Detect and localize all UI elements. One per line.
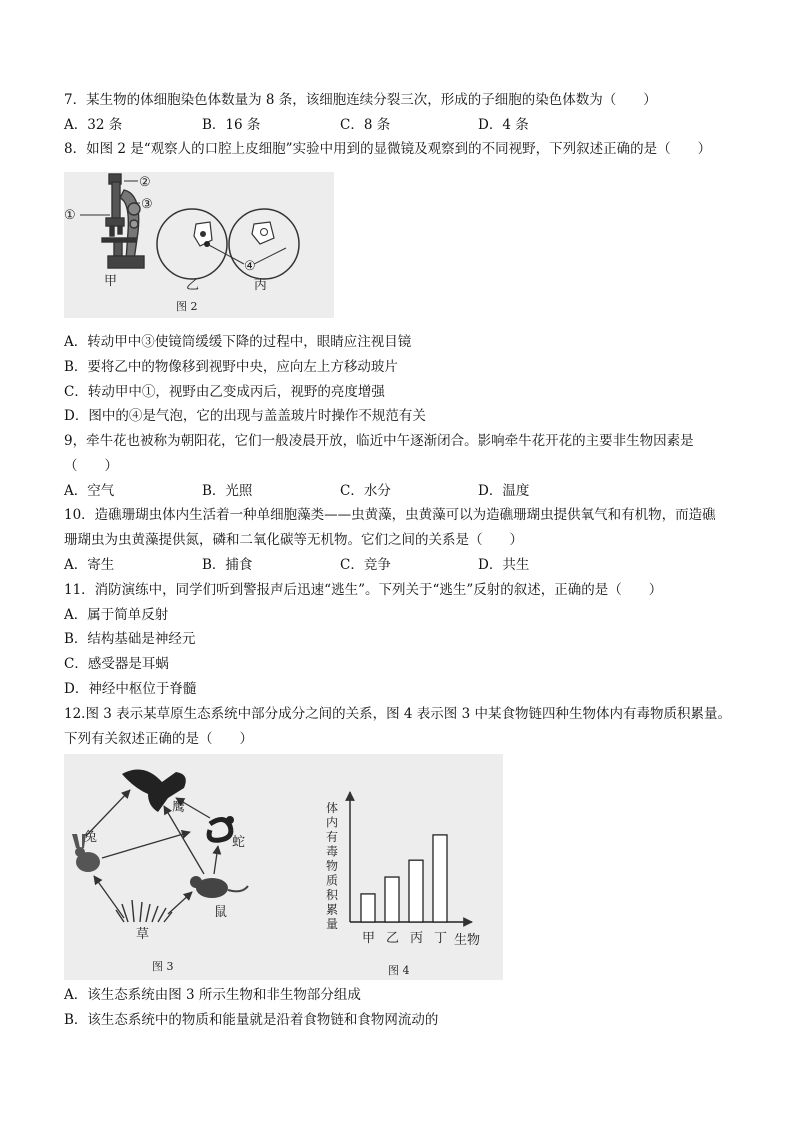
label-eagle: 鹰 — [172, 800, 186, 815]
bar-3 — [409, 860, 423, 922]
q8-option-b[interactable]: B．要将乙中的物像移到视野中央，应向左上方移动玻片 — [64, 359, 398, 375]
microscope-figure — [64, 172, 334, 318]
marker-1: ① — [64, 208, 76, 223]
x-axis-label: 生物 — [454, 933, 481, 948]
x-tick-label: 丁 — [434, 931, 448, 946]
y-axis-label-char: 累 — [326, 902, 339, 917]
figure-3-caption: 图 3 — [152, 960, 174, 973]
q10-option-c[interactable]: C．竞争 — [340, 557, 391, 573]
x-tick-label: 丙 — [410, 931, 424, 946]
y-axis-label-char: 质 — [326, 873, 339, 888]
microscope-icon — [102, 174, 144, 268]
q10-stem-line1: 10．造礁珊瑚虫体内生活着一种单细胞藻类——虫黄藻，虫黄藻可以为造礁珊瑚虫提供氧气和有机物，而造礁 — [64, 507, 716, 523]
q10-option-a[interactable]: A．寄生 — [64, 557, 115, 573]
y-axis-label-char: 内 — [326, 815, 339, 830]
bar-1 — [361, 894, 375, 922]
q9-option-a[interactable]: A．空气 — [64, 483, 115, 499]
marker-2: ② — [139, 175, 151, 190]
figure-4-chart — [326, 792, 480, 977]
q12-option-b[interactable]: B．该生态系统中的物质和能量就是沿着食物链和食物网流动的 — [64, 1012, 439, 1028]
field-of-view-yi — [157, 209, 227, 279]
q8-option-c[interactable]: C．转动甲中①，视野由乙变成丙后，视野的亮度增强 — [64, 384, 385, 400]
q11-option-c[interactable]: C．感受器是耳蜗 — [64, 656, 169, 672]
q9-option-d[interactable]: D．温度 — [478, 483, 530, 499]
q9-option-c[interactable]: C．水分 — [340, 483, 391, 499]
q9-options — [64, 481, 684, 501]
figure-3-food-web — [72, 770, 248, 974]
q9-stem-line1: 9，牵牛花也被称为朝阳花，它们一般凌晨开放，临近中午逐渐闭合。影响牵牛花开花的主要非生物因素是 — [64, 433, 694, 449]
q12-stem-line2: 下列有关叙述正确的是（ ） — [64, 731, 253, 747]
label-yi: 乙 — [186, 278, 200, 293]
q11-option-d[interactable]: D．神经中枢位于脊髓 — [64, 681, 197, 697]
mouse-icon — [190, 876, 248, 898]
y-axis-label-char: 积 — [326, 888, 339, 902]
y-axis-label-char: 毒 — [326, 844, 339, 859]
label-snake: 蛇 — [232, 835, 246, 850]
field-of-view-bing — [229, 209, 299, 279]
snake-icon — [209, 816, 234, 840]
label-mouse: 鼠 — [214, 905, 228, 920]
y-axis-label-char: 量 — [326, 917, 339, 931]
q9-stem-line2: （ ） — [64, 458, 118, 474]
q10-option-b[interactable]: B．捕食 — [202, 557, 253, 573]
y-axis-label-char: 体 — [326, 801, 339, 815]
q8-option-d[interactable]: D．图中的④是气泡，它的出现与盖盖玻片时操作不规范有关 — [64, 408, 426, 424]
label-rabbit: 兔 — [84, 830, 98, 845]
bar-4 — [433, 835, 447, 922]
figure-3-4 — [64, 754, 503, 980]
q9-option-b[interactable]: B．光照 — [202, 483, 253, 499]
bar-2 — [385, 877, 399, 922]
q8-option-a[interactable]: A．转动甲中③使镜筒缓缓下降的过程中，眼睛应注视目镜 — [64, 334, 412, 350]
q7-stem: 7．某生物的体细胞染色体数量为 8 条，该细胞连续分裂三次，形成的子细胞的染色体数为（ ） — [64, 92, 657, 108]
figure-2-caption: 图 2 — [176, 300, 198, 313]
q12-option-a[interactable]: A．该生态系统由图 3 所示生物和非生物部分组成 — [64, 987, 361, 1003]
figure-2 — [64, 172, 334, 318]
q10-options — [64, 555, 684, 575]
q11-option-b[interactable]: B．结构基础是神经元 — [64, 631, 196, 647]
q7-option-a[interactable]: A．32 条 — [64, 117, 123, 133]
q7-options — [64, 115, 684, 135]
q7-option-c[interactable]: C．8 条 — [340, 117, 391, 133]
grass-icon — [116, 900, 172, 922]
q8-stem: 8．如图 2 是“观察人的口腔上皮细胞”实验中用到的显微镜及观察到的不同视野，下列叙述正确的是（ ） — [64, 141, 712, 157]
q10-stem-line2: 珊瑚虫为虫黄藻提供氮，磷和二氧化碳等无机物。它们之间的关系是（ ） — [64, 532, 523, 548]
y-axis-label-char: 物 — [326, 859, 339, 873]
marker-3: ③ — [141, 197, 153, 212]
q12-stem-line1: 12.图 3 表示某草原生态系统中部分成分之间的关系，图 4 表示图 3 中某食物链四种生物体内有毒物质积累量。 — [64, 706, 731, 722]
q11-stem: 11．消防演练中，同学们听到警报声后迅速“逃生”。下列关于“逃生”反射的叙述，正确的是（ ） — [64, 582, 663, 598]
x-tick-label: 甲 — [362, 931, 376, 946]
x-tick-label: 乙 — [386, 931, 400, 946]
label-bing: 丙 — [254, 278, 268, 293]
q7-option-b[interactable]: B．16 条 — [202, 117, 261, 133]
label-grass: 草 — [136, 927, 150, 942]
marker-4: ④ — [244, 259, 256, 274]
label-jia: 甲 — [104, 274, 118, 289]
q7-option-d[interactable]: D．4 条 — [478, 117, 529, 133]
q10-option-d[interactable]: D．共生 — [478, 557, 530, 573]
q11-option-a[interactable]: A．属于简单反射 — [64, 607, 169, 623]
y-axis-label-char: 有 — [326, 830, 339, 844]
figure-4-caption: 图 4 — [388, 964, 410, 977]
